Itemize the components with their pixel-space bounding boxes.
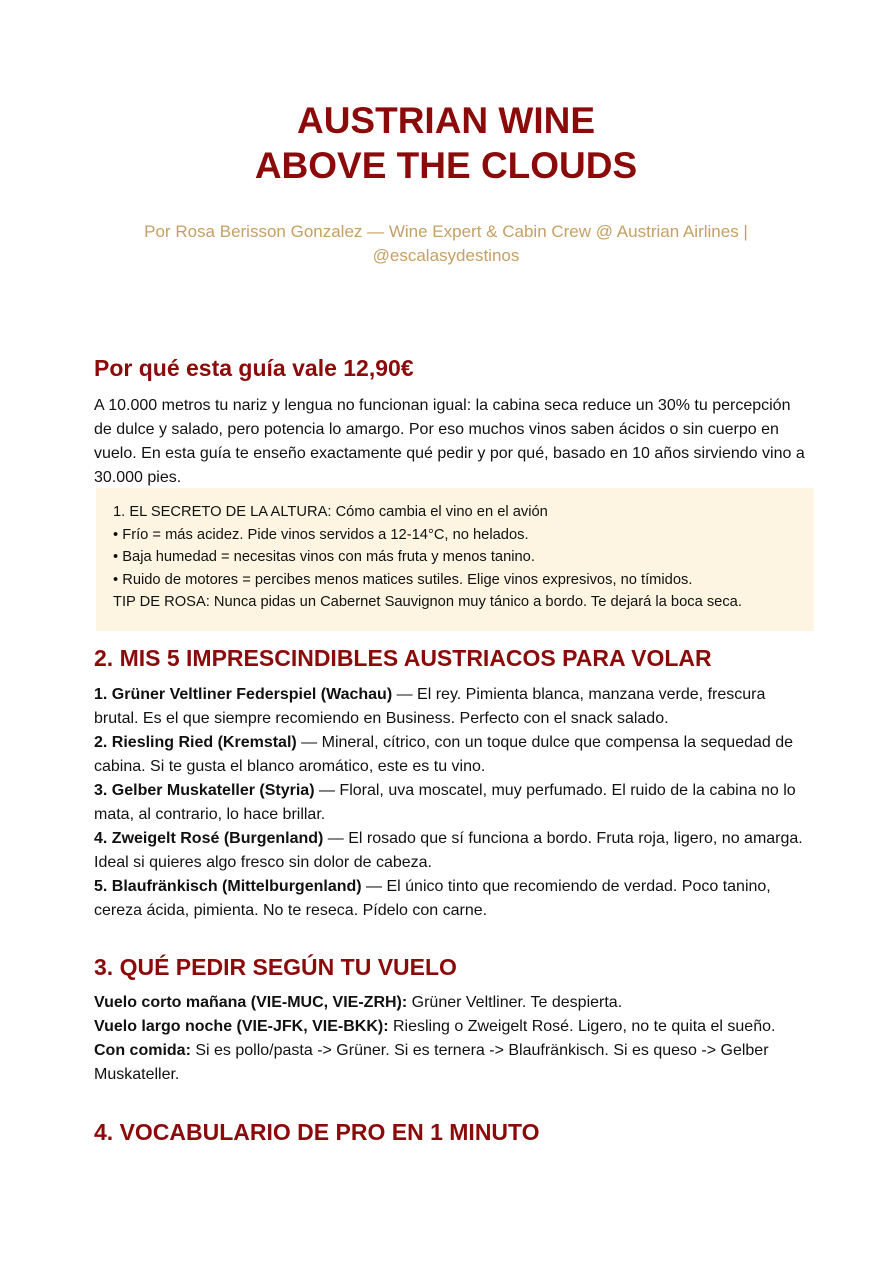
flight-recommendation: Grüner Veltliner. Te despierta. [407,994,623,1011]
list-item [94,827,806,875]
flight-recommendations [94,991,806,1087]
list-item [94,991,806,1015]
author-byline: Por Rosa Berisson Gonzalez — Wine Expert & Cabin Crew @ Austrian Airlines | @escalasydestinos [144,222,748,265]
list-item [94,875,806,923]
wine-description: — El rosado que sí funciona a bordo. Fruta roja, ligero, no amarga. Ideal si quieres algo fresco sin dolor de cabeza. [94,830,803,871]
flight-recommendation: Riesling o Zweigelt Rosé. Ligero, no te quita el sueño. [388,1018,776,1035]
list-item [94,1039,806,1087]
tip-box-line: • Frío = más acidez. Pide vinos servidos a 12-14°C, no helados. [113,526,529,543]
section-1-intro: A 10.000 metros tu nariz y lengua no funcionan igual: la cabina seca reduce un 30% tu percepción de dulce y salado, pero potencia lo amargo. Por eso muchos vinos saben ácidos o sin cuerpo en vuelo. En esta guía te enseño exactamente qué pedir y por qué, basado en 10 años sirviendo vino a 30.000 pies. [94,397,805,486]
wine-description: — Mineral, cítrico, con un toque dulce que compensa la sequedad de cabina. Si te gusta el blanco aromático, este es tu vino. [94,734,794,775]
list-item [94,731,806,779]
wine-description: — El rey. Pimienta blanca, manzana verde, frescura brutal. Es el que siempre recomiendo en Business. Perfecto con el snack salado. [94,686,766,727]
wine-name: 1. Grüner Veltliner Federspiel (Wachau) [94,686,393,703]
wine-name: 4. Zweigelt Rosé (Burgenland) [94,830,324,847]
document-title [0,98,892,188]
flight-type: Con comida: [94,1042,191,1059]
wine-description: — El único tinto que recomiendo de verdad. Poco tanino, cereza ácida, pimienta. No te reseca. Pídelo con carne. [94,878,771,919]
wine-description: — Floral, uva moscatel, muy perfumado. El ruido de la cabina no lo mata, al contrario, lo hace brillar. [94,782,796,823]
list-item [94,683,806,731]
flight-type: Vuelo corto mañana (VIE-MUC, VIE-ZRH): [94,994,408,1011]
section-4-heading: 4. VOCABULARIO DE PRO EN 1 MINUTO [94,1119,540,1145]
section-3-heading: 3. QUÉ PEDIR SEGÚN TU VUELO [94,954,457,980]
wine-list [94,683,806,923]
wine-name: 3. Gelber Muskateller (Styria) [94,782,315,799]
tip-box-line: 1. EL SECRETO DE LA ALTURA: Cómo cambia el vino en el avión [113,504,548,520]
list-item [94,1015,806,1039]
section-2-heading: 2. MIS 5 IMPRESCINDIBLES AUSTRIACOS PARA VOLAR [94,645,712,671]
tip-box-line: TIP DE ROSA: Nunca pidas un Cabernet Sauvignon muy tánico a bordo. Te dejará la boca seca. [113,594,742,610]
altitude-tip-box [96,488,814,631]
list-item [94,779,806,827]
wine-name: 5. Blaufränkisch (Mittelburgenland) [94,878,362,895]
section-1-heading: Por qué esta guía vale 12,90€ [94,355,414,381]
tip-box-line: • Ruido de motores = percibes menos matices sutiles. Elige vinos expresivos, no tímidos. [113,571,693,588]
title-line-1: AUSTRIAN WINE [296,100,596,141]
flight-type: Vuelo largo noche (VIE-JFK, VIE-BKK): [94,1018,389,1035]
flight-recommendation: Si es pollo/pasta -> Grüner. Si es ternera -> Blaufränkisch. Si es queso -> Gelber Muskateller. [94,1042,769,1083]
title-line-2: ABOVE THE CLOUDS [254,145,638,186]
wine-name: 2. Riesling Ried (Kremstal) [94,734,297,751]
tip-box-line: • Baja humedad = necesitas vinos con más fruta y menos tanino. [113,549,535,565]
